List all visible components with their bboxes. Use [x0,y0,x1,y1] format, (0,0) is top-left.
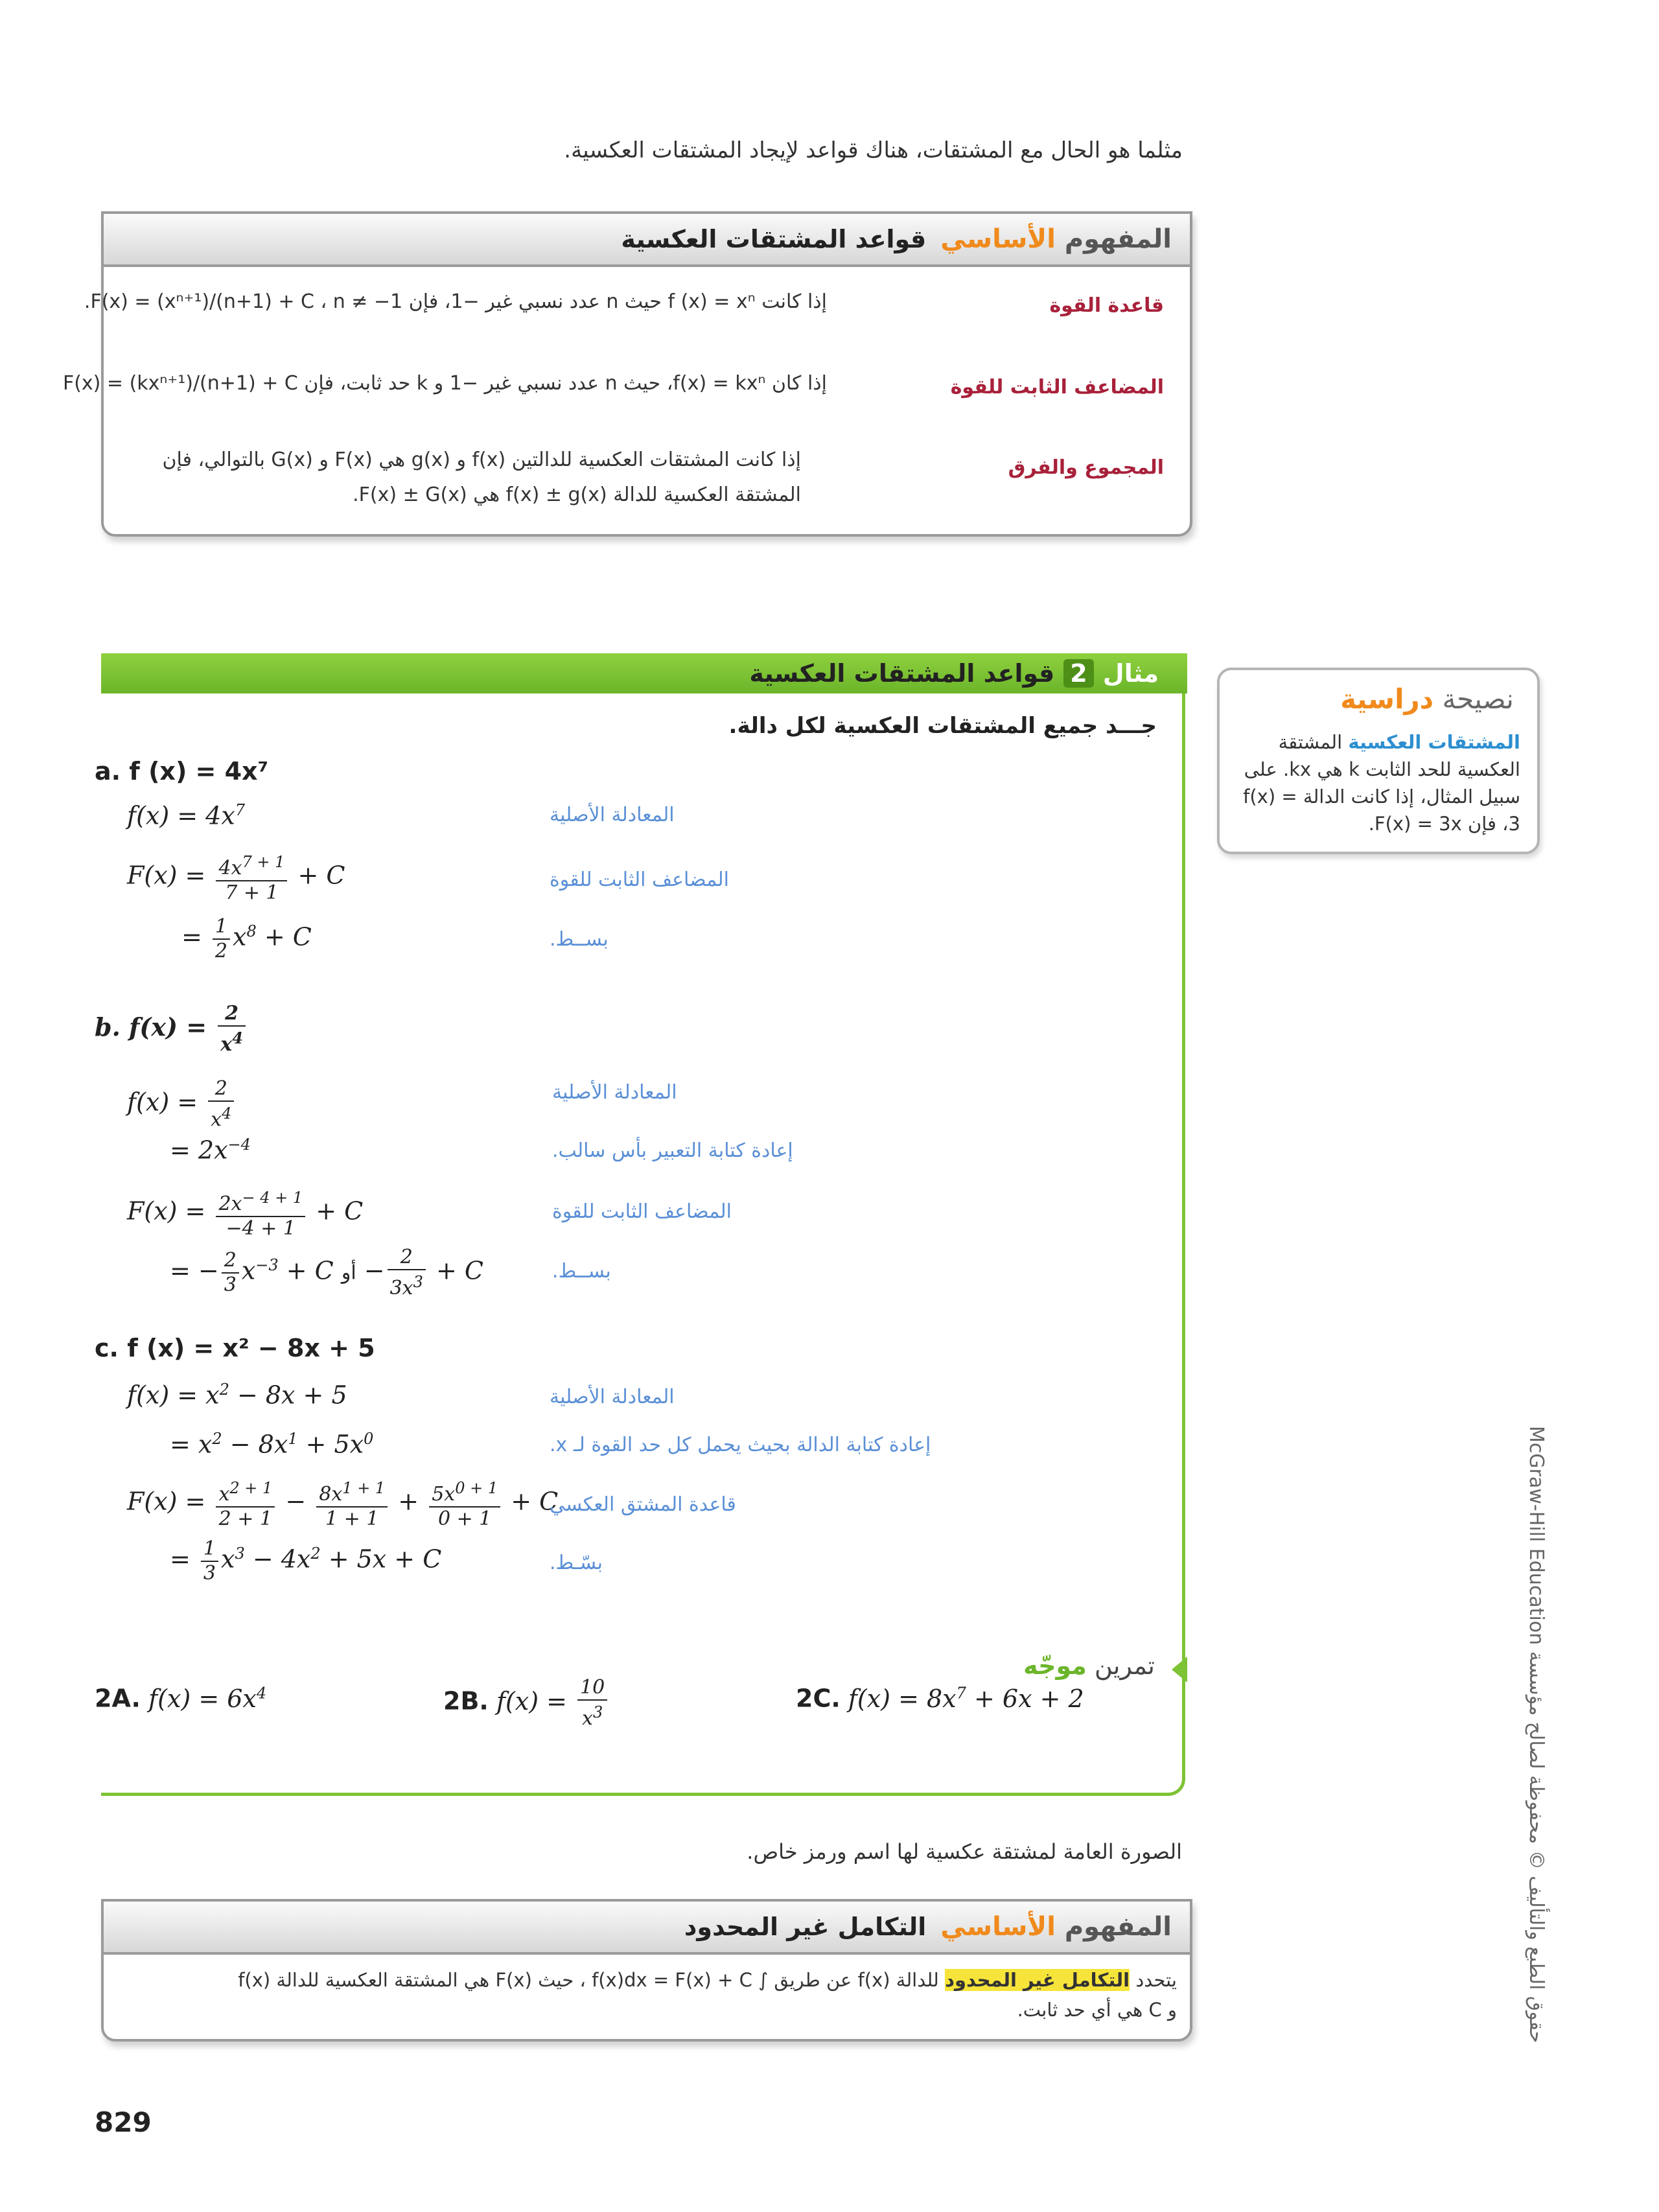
part-a-line-1: $f(x) = 4x^7$ [127,801,246,830]
part-c-line-3: F(x) = $\frac{x^{2 + 1}}{2 + 1}$ − $\frac{8x^{1 + 1}}{1 + 1}$ + $\frac{5x^{0 + 1}}{0 + 1}$ + C [127,1476,558,1531]
step-rewrite-x: إعادة كتابة الدالة بحيث يحمل كل حد القوة لـ x. [550,1434,931,1456]
key-concept-header [104,214,1190,267]
step-const-mult-a: المضاعف الثابت للقوة [550,868,729,891]
intro-text: مثلما هو الحال مع المشتقات، هناك قواعد لإيجاد المشتقات العكسية. [564,137,1183,163]
guided-practice-arrow-icon [1172,1657,1187,1682]
rule-text-power: إذا كانت f (x) = xⁿ حيث n عدد نسبي غير −1، فإن F(x) = (xⁿ⁺¹)/(n+1) + C ، n ≠ −1. [84,290,827,313]
key-concept-2-header [104,1902,1190,1955]
part-c-line-1: $f(x) = x^2 - 8x + 5$ [127,1380,347,1410]
page-number: 829 [95,2106,152,2138]
part-a-line-3: = $\frac{1}{2}$ $x^8 + C$ [181,915,312,962]
example-title: قواعد المشتقات العكسية [749,659,1055,688]
step-simplify-b: بســط. [552,1260,611,1283]
example-instruction: جـــد جميع المشتقات العكسية لكل دالة. [728,713,1157,739]
part-b-line-4: = − $\frac{2}{3}$ $x^{-3} + C$ أو − $\frac{2}{3x^3}$ + C [170,1246,483,1299]
indefinite-integral-definition-2: و C هي أي حد ثابت. [1017,1999,1177,2021]
part-b-line-3: F(x) = $\frac{2x^{- 4 + 1}}{-4 + 1}$ + C [127,1186,363,1240]
example-number: 2 [1063,659,1093,688]
rule-text-constant-multiple: إذا كان f(x) = kxⁿ، حيث n عدد نسبي غير −1 و k حد ثابت، فإن F(x) = (kxⁿ⁺¹)/(n+1) + C [62,372,827,395]
key-concept-antiderivative-rules [62,211,1192,537]
step-negative-exp: إعادة كتابة التعبير بأس سالب. [552,1139,793,1162]
exercise-2a: 2A. $f(x) = 6x^4$ [95,1684,267,1713]
key-concept-2-title: التكامل غير المحدود [684,1913,927,1941]
step-simplify-c: بسّـط. [550,1552,603,1574]
example-header [101,653,1187,693]
general-form-text: الصورة العامة لمشتقة عكسية لها اسم ورمز خاص. [747,1839,1182,1864]
step-original-a: المعادلة الأصلية [550,804,675,826]
indefinite-integral-definition: يتحدد التكامل غير المحدود للدالة f(x) عن طريق ∫ f(x)dx = F(x) + C ، حيث F(x) هي المشتقة العكسية للدالة f(x) [238,1969,1177,1991]
part-b-heading: b. f(x) = $\frac{2}{x^4}$ [95,1002,248,1056]
step-original-c: المعادلة الأصلية [550,1386,675,1408]
copyright-side-text: حقوق الطبع والتأليف © محفوظة لصالح مؤسسة McGraw-Hill Education [1525,1426,1548,2043]
study-tip-title: نصيحة دراسية [1340,683,1514,715]
study-tip-box [1217,668,1540,854]
part-c-line-2: = $x^2 - 8x^1 + 5x^0$ [170,1430,374,1459]
part-c-line-4: = $\frac{1}{3}$ $x^3 - 4x^2 + 5x + C$ [170,1537,442,1585]
part-b-line-1: f(x) = $\frac{2}{x^4}$ [127,1077,237,1132]
step-simplify-a: بســط. [550,928,609,951]
key-concept-label: المفهوم الأساسي [940,224,1172,254]
rule-name-power: قاعدة القوة [1049,294,1164,317]
part-b-line-2: = $2x^{-4}$ [170,1135,251,1165]
part-a-line-2: F(x) = $\frac{4x^{7 + 1}}{7 + 1}$ + C [127,850,345,905]
exercise-2c: 2C. $f(x) = 8x^7 + 6x + 2$ [796,1684,1084,1713]
part-a-heading: a. f (x) = 4x⁷ [95,757,269,786]
guided-practice-title: تمرين موجّه [1023,1651,1155,1680]
rule-text-sum-difference-2: المشتقة العكسية للدالة f(x) ± g(x) هي F(x) ± G(x). [353,483,801,506]
step-const-mult-b: المضاعف الثابت للقوة [552,1200,732,1223]
step-original-b: المعادلة الأصلية [552,1081,677,1104]
rule-name-sum-difference: المجموع والفرق [1008,456,1164,479]
step-antideriv-rule: قاعدة المشتق العكسي [550,1493,736,1516]
key-concept-indefinite-integral [101,1899,1192,2042]
rule-name-constant-multiple: المضاعف الثابت للقوة [950,376,1164,399]
rule-text-sum-difference: إذا كانت المشتقات العكسية للدالتين f(x) و g(x) هي F(x) و G(x) بالتوالي، فإن [162,448,801,471]
example-label: مثال [1102,659,1159,688]
part-c-heading: c. f (x) = x² − 8x + 5 [95,1334,375,1362]
study-tip-body: المشتقات العكسية المشتقة العكسية للحد الثابت k هي kx. على سبيل المثال، إذا كانت الدالة f(x) = 3، فإن F(x) = 3x. [1243,731,1520,835]
exercise-2b: 2B. f(x) = $\frac{10}{x^3}$ [443,1676,610,1730]
key-concept-title: قواعد المشتقات العكسية [621,225,927,253]
key-concept-2-label: المفهوم الأساسي [940,1912,1172,1942]
